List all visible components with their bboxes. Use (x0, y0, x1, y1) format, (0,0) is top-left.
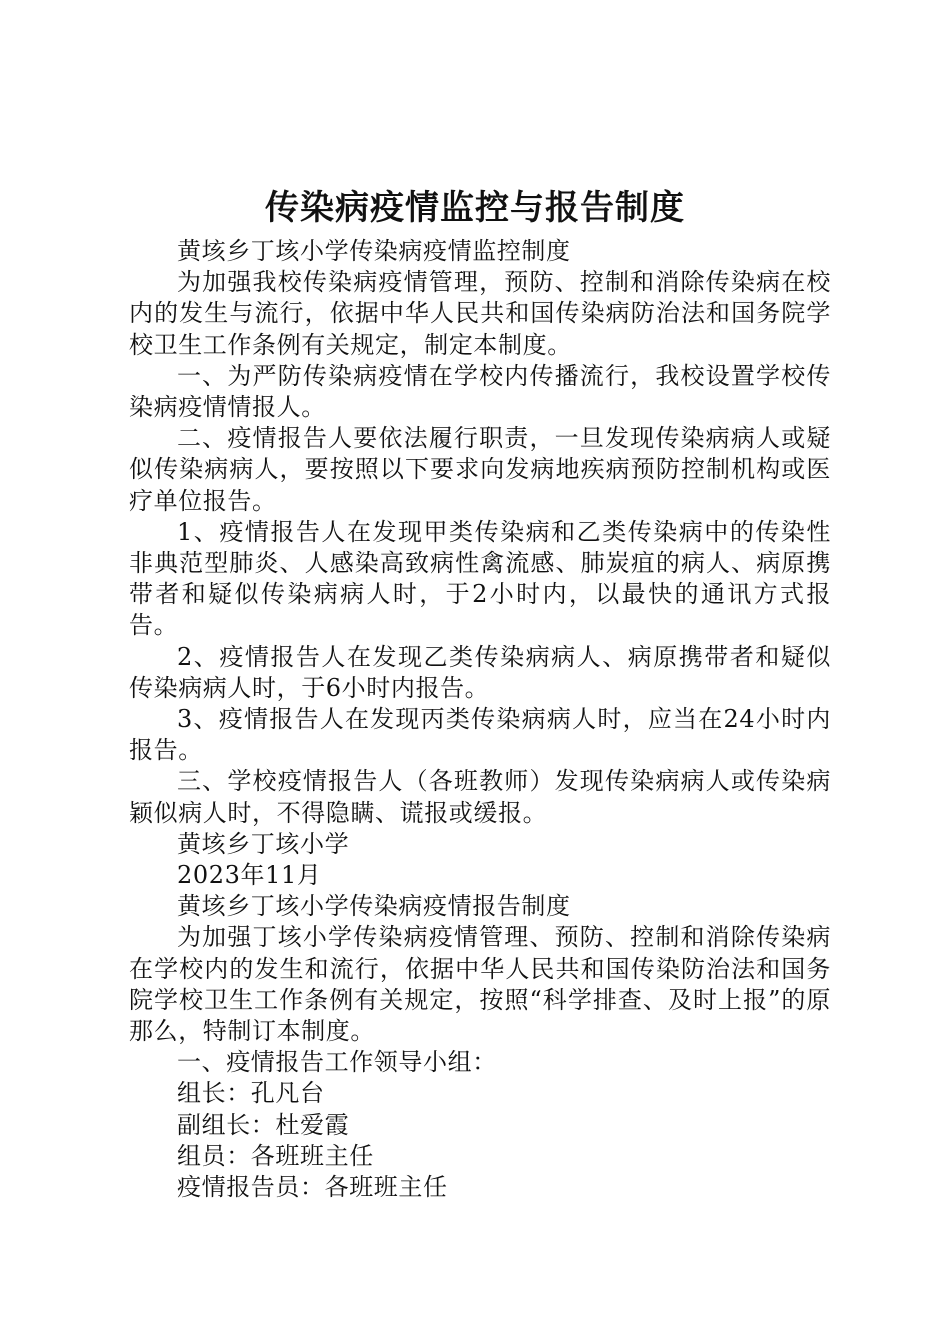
paragraph-report-intro: 为加强丁垓小学传染病疫情管理、预防、控制和消除传染病在学校内的发生和流行，依据中华人民共和国传染防治法和国务院学校卫生工作条例有关规定，按照“科学排查、及时上报”的原那么，特制订本制度。 (129, 923, 831, 1046)
paragraph-reporters: 疫情报告员：各班班主任 (177, 1173, 448, 1202)
paragraph-subitem-3: 3、疫情报告人在发现丙类传染病病人时，应当在24小时内报告。 (129, 705, 831, 765)
paragraph-subitem-2: 2、疫情报告人在发现乙类传染病病人、病原携带者和疑似传染病病人时，于6小时内报告。 (129, 642, 831, 702)
document-body (129, 236, 831, 1203)
paragraph-signature-date: 2023年11月 (177, 861, 322, 890)
paragraph-members: 组员：各班班主任 (177, 1141, 374, 1170)
document-title: 传染病疫情监控与报告制度 (265, 188, 685, 228)
paragraph-signature-school: 黄垓乡丁垓小学 (177, 829, 350, 858)
paragraph-report-heading: 黄垓乡丁垓小学传染病疫情报告制度 (177, 892, 571, 921)
paragraph-item-2: 二、疫情报告人要依法履行职责，一旦发现传染病病人或疑似传染病病人，要按照以下要求向发病地疾病预防控制机构或医疗单位报告。 (129, 424, 831, 515)
paragraph-monitoring-heading: 黄垓乡丁垓小学传染病疫情监控制度 (177, 237, 571, 265)
paragraph-subitem-1: 1、疫情报告人在发现甲类传染病和乙类传染病中的传染性非典范型肺炎、人感染高致病性禽流感、肺炭疽的病人、病原携带者和疑似传染病病人时，于2小时内，以最快的通讯方式报告。 (129, 517, 831, 640)
paragraph-item-1: 一、为严防传染病疫情在学校内传播流行，我校设置学校传染病疫情情报人。 (129, 361, 831, 422)
paragraph-item-3: 三、学校疫情报告人（各班教师）发现传染病病人或传染病颖似病人时，不得隐瞒、谎报或缓报。 (129, 767, 831, 827)
paragraph-monitoring-intro: 为加强我校传染病疫情管理，预防、控制和消除传染病在校内的发生与流行，依据中华人民共和国传染病防治法和国务院学校卫生工作条例有关规定，制定本制度。 (129, 268, 831, 359)
paragraph-leadership-group: 一、疫情报告工作领导小组： (177, 1048, 497, 1077)
paragraph-group-leader: 组长：孔凡台 (177, 1079, 325, 1108)
paragraph-deputy-leader: 副组长：杜爱霞 (177, 1110, 350, 1139)
